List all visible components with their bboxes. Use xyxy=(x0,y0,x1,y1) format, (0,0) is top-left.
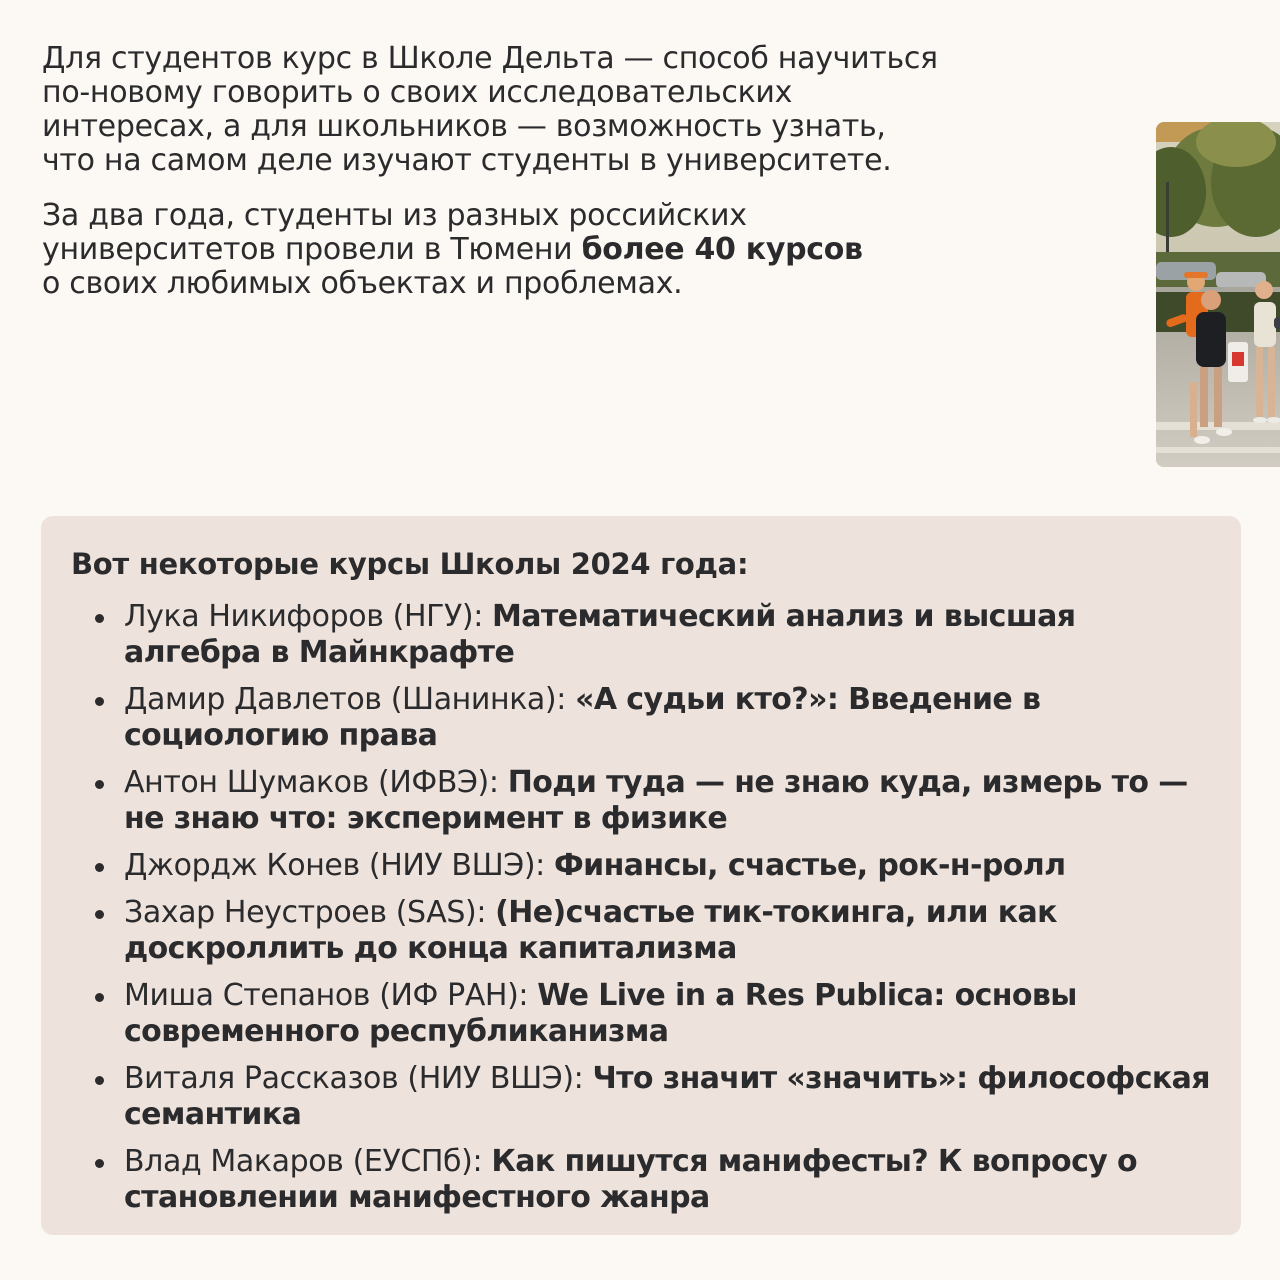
course-author: Джордж Конев (НИУ ВШЭ): xyxy=(124,848,554,883)
intro-text xyxy=(42,42,1122,301)
course-item xyxy=(124,895,1214,967)
course-title: Что значит «значить»: философская семантика xyxy=(124,1061,1210,1132)
course-author: Миша Степанов (ИФ РАН): xyxy=(124,978,538,1013)
course-author: Лука Никифоров (НГУ): xyxy=(124,599,493,634)
course-title: Математический анализ и высшая алгебра в Майнкрафте xyxy=(124,599,1076,670)
course-author: Антон Шумаков (ИФВЭ): xyxy=(124,765,508,800)
course-item xyxy=(124,599,1214,671)
course-item xyxy=(124,1144,1214,1216)
course-author: Дамир Давлетов (Шанинка): xyxy=(124,682,576,717)
intro-paragraph-1: Для студентов курс в Школе Дельта — способ научиться по-новому говорить о своих исследовательских интересах, а для школьников — возможность узнать, что на самом деле изучают студенты в университете. xyxy=(42,41,938,178)
courses-card xyxy=(41,516,1241,1235)
course-title: «А судьи кто?»: Введение в социологию права xyxy=(124,682,1041,753)
course-title: Финансы, счастье, рок-н-ролл xyxy=(554,848,1066,883)
course-author: Влад Макаров (ЕУСПб): xyxy=(124,1144,492,1179)
course-item xyxy=(124,1061,1214,1133)
intro-paragraph-2-end: о своих любимых объектах и проблемах. xyxy=(42,266,683,301)
course-item xyxy=(124,765,1214,837)
intro-paragraph-2 xyxy=(42,199,1122,301)
course-title: We Live in a Res Publica: основы современного республиканизма xyxy=(124,978,1077,1049)
course-title: Как пишутся манифесты? К вопросу о становлении манифестного жанра xyxy=(124,1144,1138,1215)
course-list xyxy=(124,599,1214,1227)
course-author: Виталя Рассказов (НИУ ВШЭ): xyxy=(124,1061,593,1096)
course-item xyxy=(124,978,1214,1050)
courses-heading: Вот некоторые курсы Школы 2024 года: xyxy=(71,547,749,581)
intro-paragraph-2-start: За два года, студенты из разных российских университетов провели в Тюмени xyxy=(42,198,747,267)
course-author: Захар Неустроев (SAS): xyxy=(124,895,496,930)
courses-count-highlight: более 40 курсов xyxy=(581,232,863,267)
course-item xyxy=(124,682,1214,754)
course-title: (Не)счастье тик-токинга, или как доскроллить до конца капитализма xyxy=(124,895,1057,966)
course-title: Поди туда — не знаю куда, измерь то — не знаю что: эксперимент в физике xyxy=(124,765,1188,836)
students-photo xyxy=(1156,122,1280,467)
course-item xyxy=(124,848,1214,884)
